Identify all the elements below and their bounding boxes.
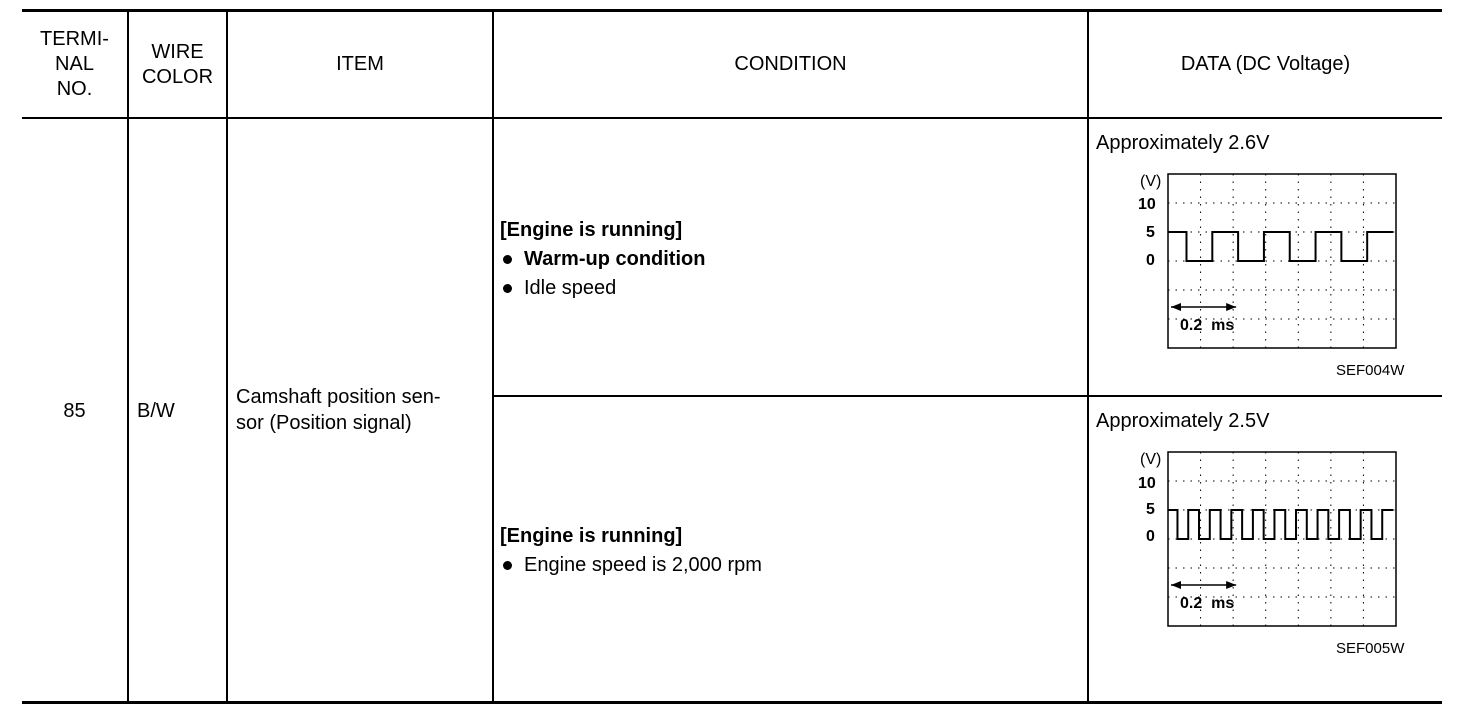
- y-tick-label: 5: [1146, 224, 1155, 241]
- header-wire-color: WIRE COLOR: [141, 40, 214, 88]
- data-approx-voltage-2: Approximately 2.5V: [1096, 410, 1270, 432]
- condition-bullet: [500, 245, 705, 274]
- condition-title: [Engine is running]: [500, 219, 683, 241]
- header-bottom-rule: [22, 117, 1442, 119]
- y-tick-label: 10: [1138, 196, 1156, 213]
- figure-code-1: SEF004W: [1336, 362, 1405, 379]
- unit-label: (V): [1140, 451, 1162, 468]
- arrow-right-icon: [1226, 581, 1236, 589]
- condition-title: [Engine is running]: [500, 525, 683, 547]
- y-tick-label: 5: [1146, 501, 1155, 518]
- bullet-icon: [503, 255, 512, 264]
- condition-divider: [493, 395, 1442, 397]
- bullet-text: Engine speed is 2,000 rpm: [524, 554, 762, 576]
- time-scale-label: 0.2 ms: [1180, 317, 1235, 334]
- oscilloscope-figure-1: [1120, 160, 1430, 360]
- header-data: DATA (DC Voltage): [1180, 53, 1351, 75]
- signal-waveform: [1168, 510, 1393, 539]
- oscilloscope-figure-2: [1120, 438, 1430, 638]
- condition-bullet: [500, 274, 705, 303]
- item-description: Camshaft position sen- sor (Position signal): [236, 386, 441, 434]
- data-approx-voltage-1: Approximately 2.6V: [1096, 132, 1270, 154]
- condition-bullet: [500, 551, 762, 580]
- y-tick-label: 0: [1146, 528, 1155, 545]
- arrow-right-icon: [1226, 303, 1236, 311]
- terminal-number: 85: [63, 400, 86, 422]
- wire-color: B/W: [137, 400, 175, 422]
- bullet-text: Idle speed: [524, 277, 617, 299]
- bullet-icon: [503, 561, 512, 570]
- arrow-left-icon: [1171, 303, 1181, 311]
- figure-code-2: SEF005W: [1336, 640, 1405, 657]
- y-tick-label: 0: [1146, 252, 1155, 269]
- condition-block-1: [500, 216, 705, 303]
- unit-label: (V): [1140, 173, 1162, 190]
- table-bottom-rule: [22, 701, 1442, 704]
- header-item: ITEM: [336, 53, 384, 75]
- bullet-text: Warm-up condition: [524, 248, 706, 270]
- signal-waveform: [1168, 232, 1393, 261]
- bullet-icon: [503, 284, 512, 293]
- y-tick-label: 10: [1138, 475, 1156, 492]
- arrow-left-icon: [1171, 581, 1181, 589]
- time-scale-label: 0.2 ms: [1180, 595, 1235, 612]
- condition-block-2: [500, 522, 762, 580]
- header-condition: CONDITION: [734, 53, 847, 75]
- header-terminal-no: TERMI- NAL NO.: [40, 28, 109, 100]
